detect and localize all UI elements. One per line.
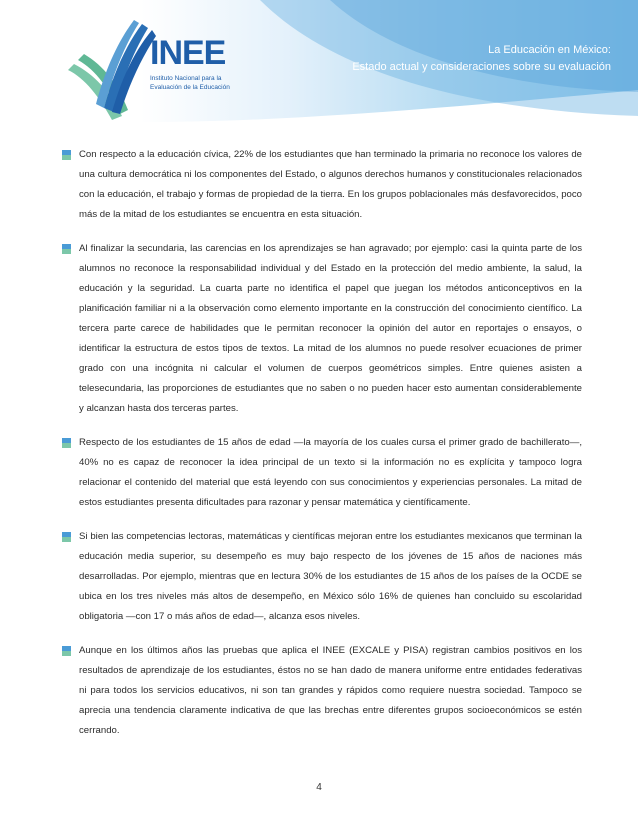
bullet-flag-icon — [62, 646, 71, 656]
bullet-flag-icon — [62, 244, 71, 254]
inee-logo-text: INEE — [150, 34, 226, 72]
paragraph-text: Al finalizar la secundaria, las carencias en los aprendizajes se han agravado; por ejemplo: casi la quinta parte de los alumnos no reconoce la responsabilidad individual y del Estado en la protección del medio ambiente, la salud, la educación y la seguridad. La cuarta parte no identifica el papel que juegan los métodos anticonceptivos en la planificación familiar ni a la observación como elemento importante en la construcción del conocimiento científico. La tercera parte carece de habilidades que le permitan reconocer la opinión del autor en reportajes o ensayos, o identificar la estructura de estos tipos de textos. La mitad de los alumnos no puede resolver ecuaciones de primer grado con una incógnita ni calcular el volumen de cuerpos geométricos simples. Entre quienes asisten a telesecundaria, las proporciones de estudiantes que no saben o no pueden hacer esto aumentan considerablemente y alcanzan hasta dos terceras partes. — [79, 243, 582, 414]
bullet-paragraph — [62, 433, 582, 513]
institution-name-line2: Evaluación de la Educación — [150, 84, 230, 91]
paragraph-text: Si bien las competencias lectoras, matemáticas y científicas mejoran entre los estudiantes mexicanos que terminan la educación media superior, su desempeño es muy bajo respecto de los jóvenes de 15 años de naciones más desarrolladas. Por ejemplo, mientras que en lectura 30% de los estudiantes de 15 años de los países de la OCDE se ubica en los tres niveles más altos de desempeño, en México sólo 16% de quienes han concluido su escolaridad obligatoria —con 17 o más años de edad—, alcanza esos niveles. — [79, 531, 582, 622]
bullet-flag-icon — [62, 438, 71, 448]
page-header — [0, 0, 638, 132]
paragraph-text: Aunque en los últimos años las pruebas que aplica el INEE (EXCALE y PISA) registran cambios positivos en los resultados de aprendizaje de los estudiantes, éstos no se han dado de manera uniforme entre entidades federativas ni para todos los servicios educativos, ni son tan grandes y rápidos como requiere nuestra sociedad. Tampoco se aprecia una tendencia claramente indicativa de que las brechas entre diferentes grupos socioeconómicos se estén cerrando. — [79, 645, 582, 736]
institution-name-line1: Instituto Nacional para la — [150, 75, 222, 82]
bullet-paragraph — [62, 239, 582, 419]
bullet-flag-icon — [62, 532, 71, 542]
bullet-flag-icon — [62, 150, 71, 160]
document-title-line1: La Educación en México: — [488, 44, 611, 56]
document-title-line2: Estado actual y consideraciones sobre su evaluación — [352, 61, 611, 73]
page-number: 4 — [316, 782, 322, 793]
main-content — [62, 145, 582, 755]
bullet-paragraph — [62, 641, 582, 741]
paragraph-text: Respecto de los estudiantes de 15 años de edad —la mayoría de los cuales cursa el primer grado de bachillerato—, 40% no es capaz de reconocer la idea principal de un texto si la información no es explícita y tampoco logra relacionar el contenido del material que está leyendo con sus conocimientos y experiencias personales. La mitad de estos estudiantes presenta dificultades para razonar y pensar matemática y científicamente. — [79, 437, 582, 508]
inee-logo-icon — [60, 8, 160, 123]
bullet-paragraph — [62, 145, 582, 225]
paragraph-text: Con respecto a la educación cívica, 22% de los estudiantes que han terminado la primaria no reconoce los valores de una cultura democrática ni los componentes del Estado, o algunos derechos humanos y constitucionales relacionados con la educación, el trabajo y formas de propiedad de la tierra. En los grupos poblacionales más desfavorecidos, poco más de la mitad de los estudiantes se encuentra en esta situación. — [79, 149, 582, 220]
document-title — [352, 42, 611, 76]
institution-name — [150, 74, 270, 92]
bullet-paragraph — [62, 527, 582, 627]
